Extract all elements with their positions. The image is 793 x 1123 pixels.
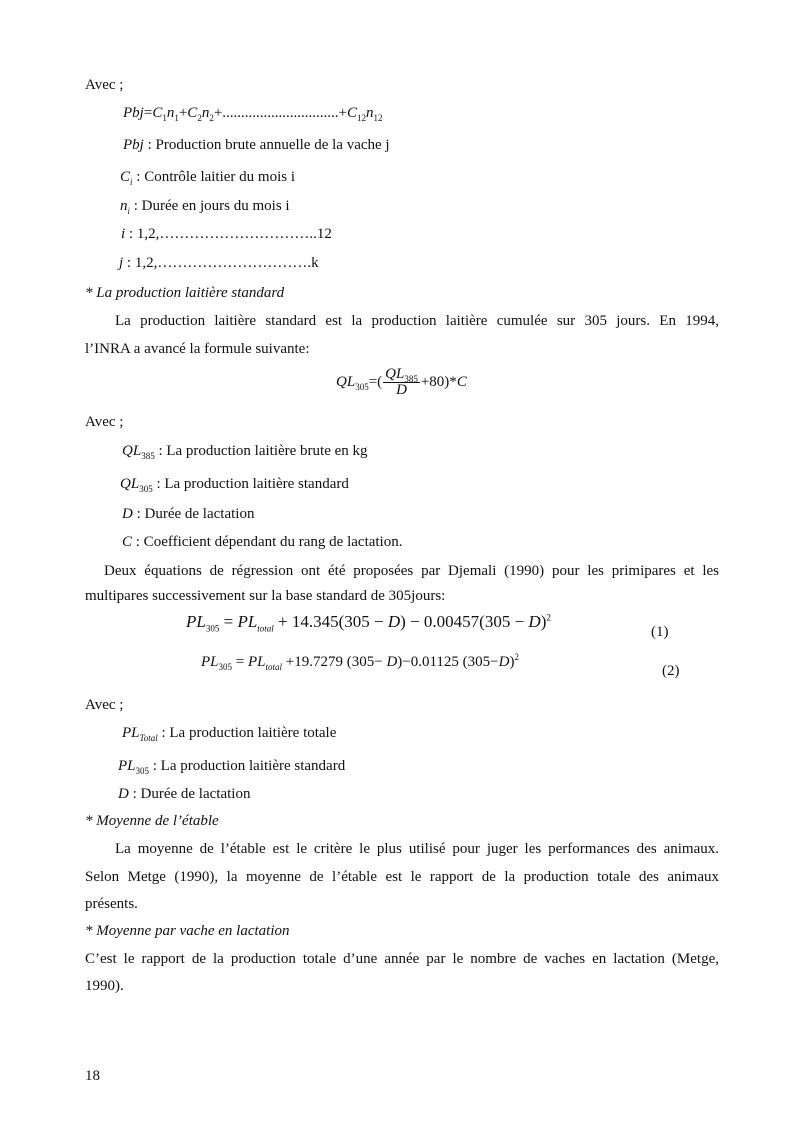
def-ci: $C_i$ : Contrôle laitier du mois i <box>120 169 296 187</box>
def-j: j : 1,2,………………………….k <box>119 255 319 271</box>
equation-2: $PL_{305} = PL_{total} +19.7279$ (305− D)−0.01125 $(305-D)^2$ <box>201 652 519 672</box>
def-i: i : 1,2,…………………………..12 <box>121 226 332 242</box>
def-coefficient: C : Coefficient dépendant du rang de lactation. <box>122 534 403 550</box>
equation-2-number: (2) <box>662 663 680 679</box>
paragraph-4-line-1: C’est le rapport de la production totale d’une année par le nombre de vaches en lactation (Metge, <box>85 951 719 967</box>
avec-label-1: Avec ; <box>85 77 124 93</box>
fraction: $\frac{QL_{385}}{D}$ <box>385 366 418 399</box>
heading-moyenne-etable: * Moyenne de l’étable <box>85 813 219 829</box>
def-duree-1: D : Durée de lactation <box>122 506 255 522</box>
def-pbj: Pbj : Production brute annuelle de la vache j <box>123 137 390 153</box>
paragraph-3-line-1: La moyenne de l’étable est le critère le plus utilisé pour juger les performances des animaux. <box>115 841 719 857</box>
def-ni: $n_i$ : Durée en jours du mois i <box>120 198 290 216</box>
paragraph-3-line-3: présents. <box>85 896 138 912</box>
equation-1: $PL_{305} = PL_{total} + 14.345(305 - D) - 0.00457(305 - D)^2$ <box>186 612 551 634</box>
pbj-formula: $Pbj=C_1n_1+C_2n_2+...............................+C_{12}n_{12}$ <box>123 105 383 123</box>
avec-label-2: Avec ; <box>85 414 124 430</box>
def-ql385: $QL_{385}$ : La production laitière brute en kg <box>122 443 368 461</box>
page-number: 18 <box>85 1068 100 1084</box>
heading-production-standard: * La production laitière standard <box>85 285 285 301</box>
paragraph-2-line-2: multipares successivement sur la base standard de 305jours: <box>85 588 446 604</box>
paragraph-1-line-2: l’INRA a avancé la formule suivante: <box>85 341 310 357</box>
paragraph-1-line-1: La production laitière standard est la production laitière cumulée sur 305 jours. En 1994, <box>115 313 719 329</box>
paragraph-3-line-2: Selon Metge (1990), la moyenne de l’étable est le rapport de la production totale des animaux <box>85 869 719 885</box>
def-pl-total: $PL_{Total}$ : La production laitière totale <box>122 725 337 743</box>
heading-moyenne-vache: * Moyenne par vache en lactation <box>85 923 290 939</box>
def-ql305: $QL_{305}$ : La production laitière standard <box>120 476 349 494</box>
def-duree-2: D : Durée de lactation <box>118 786 251 802</box>
equation-1-number: (1) <box>651 624 669 640</box>
avec-label-3: Avec ; <box>85 697 124 713</box>
ql305-formula: $QL_{305}=$( $\frac{QL_{385}}{D}$ +80)*C <box>336 366 467 399</box>
def-pl305: $PL_{305}$ : La production laitière standard <box>118 758 346 776</box>
paragraph-4-line-2: 1990). <box>85 978 124 994</box>
paragraph-2-line-1: Deux équations de régression ont été proposées par Djemali (1990) pour les primipares et les <box>104 563 719 579</box>
